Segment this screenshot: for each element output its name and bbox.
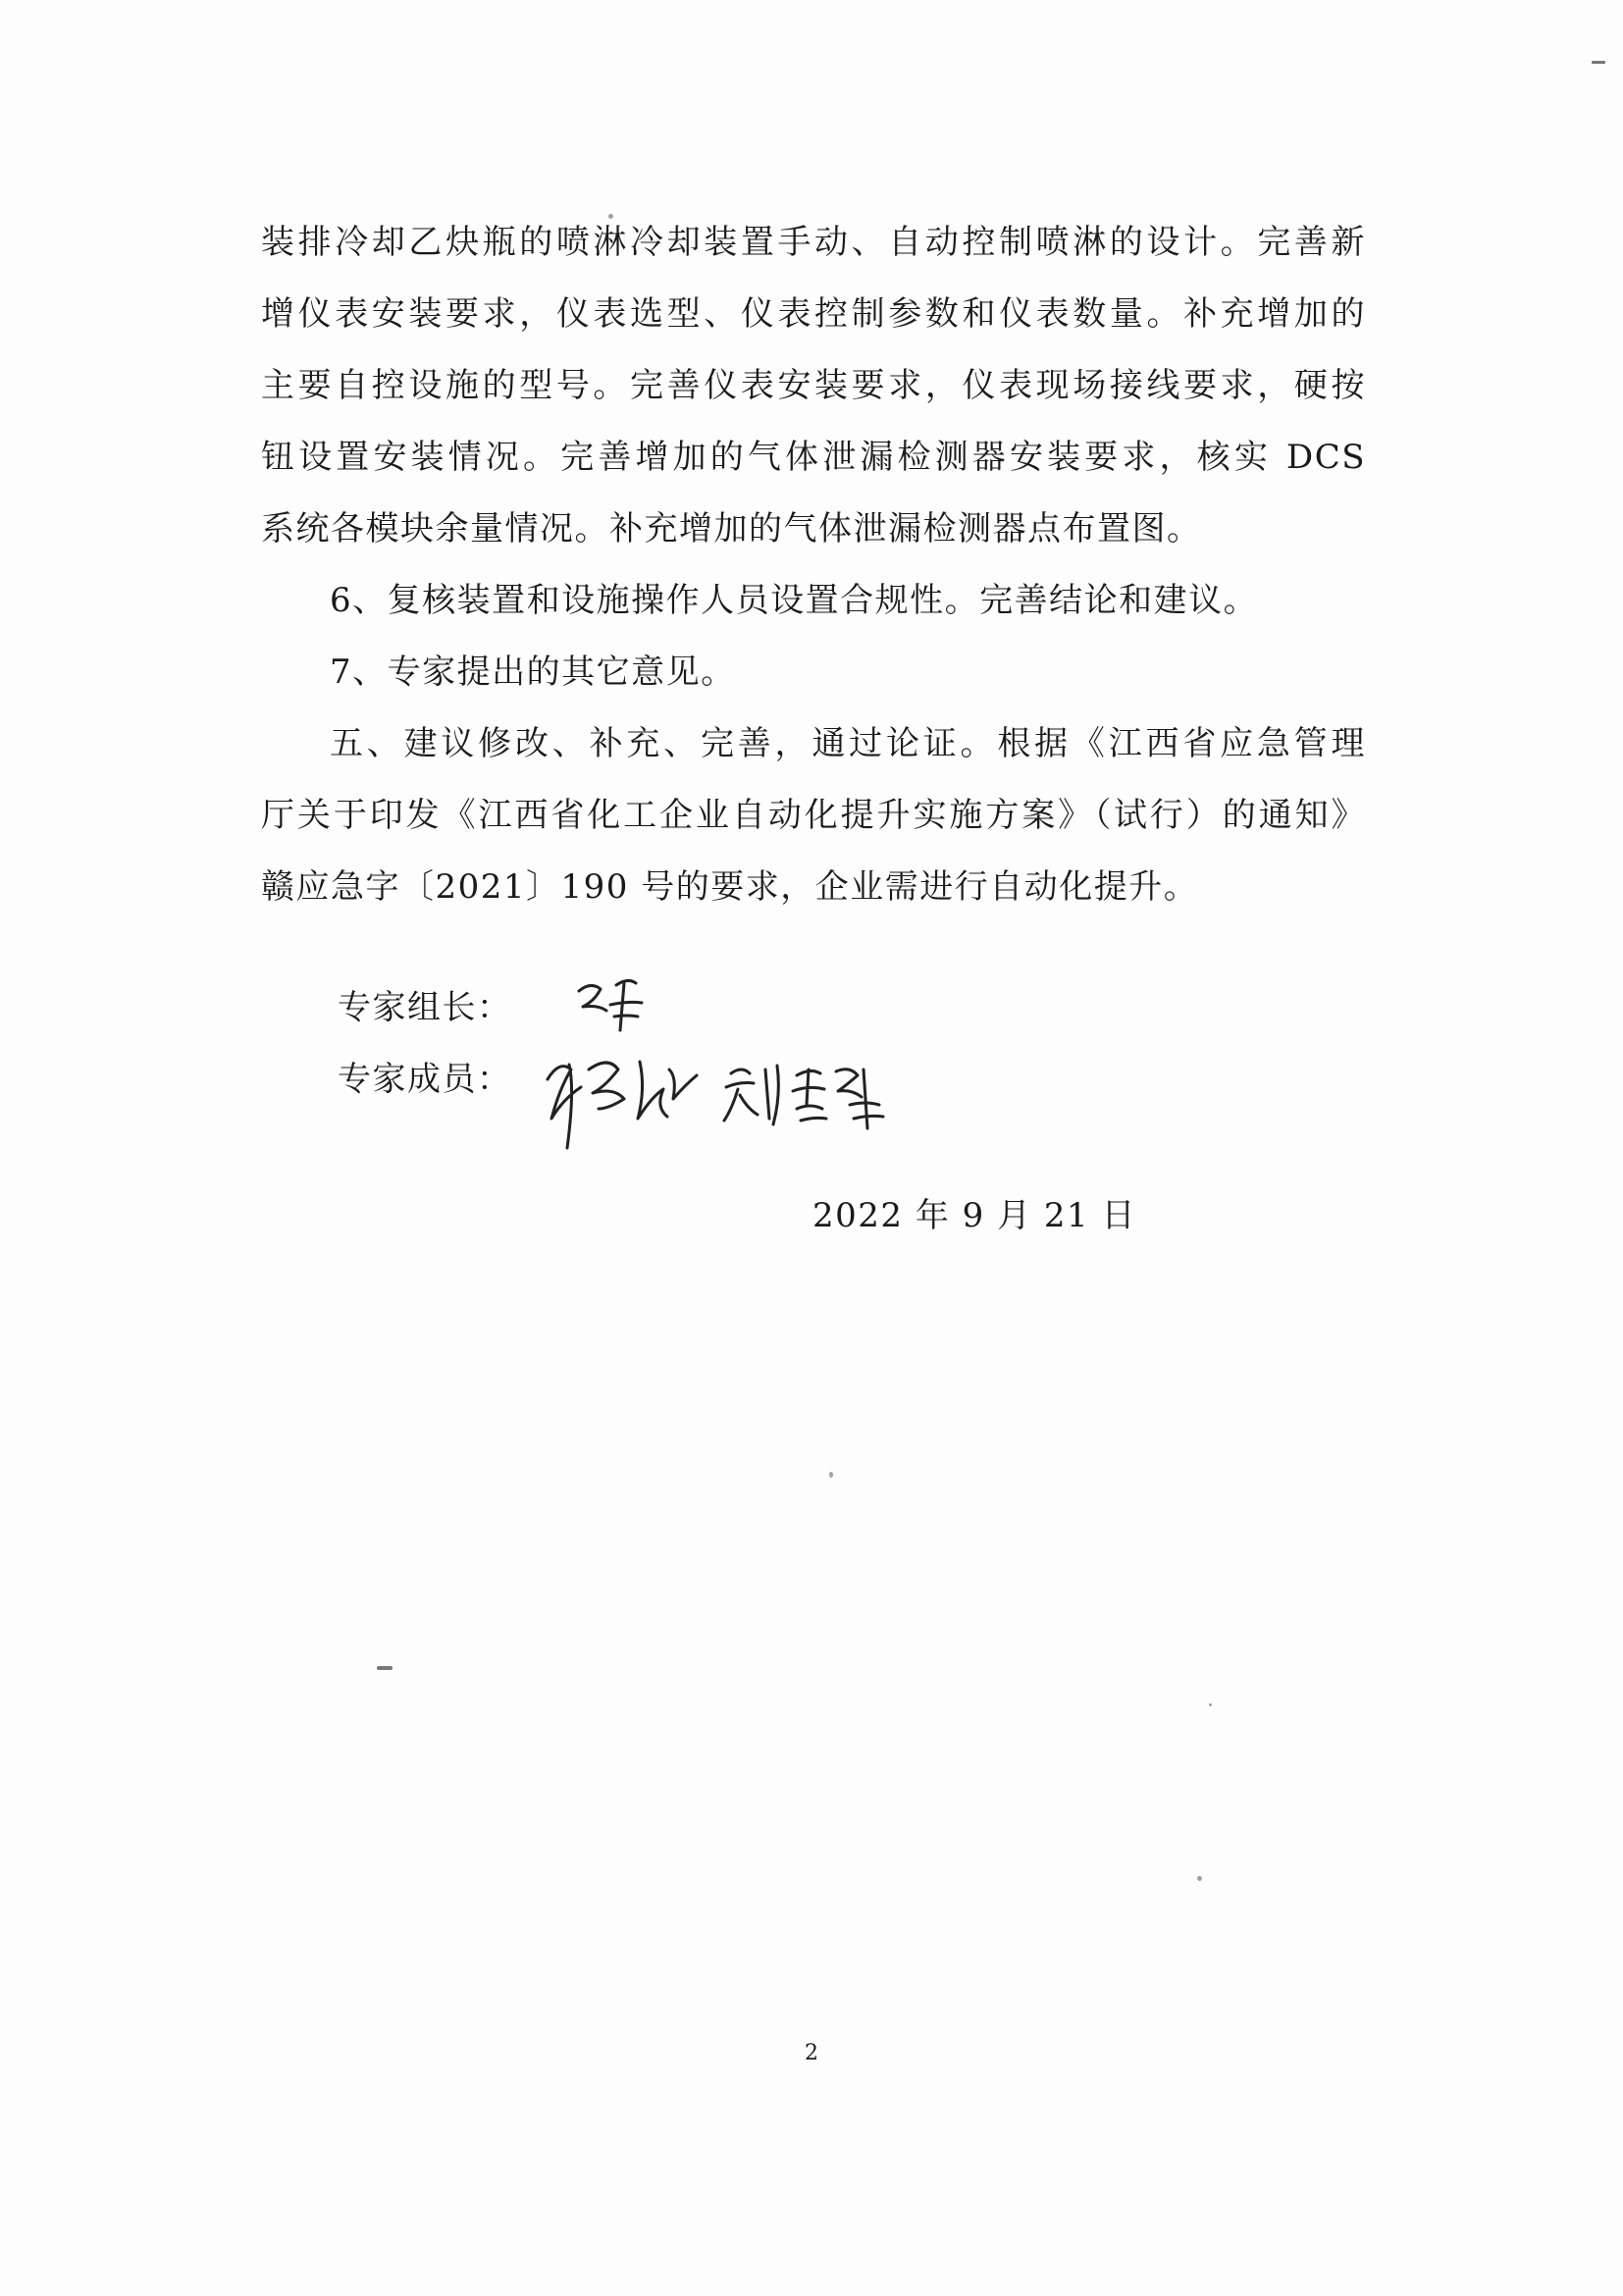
conclusion-line: 厅关于印发《江西省化工企业自动化提升实施方案》（试行）的通知》	[261, 796, 1366, 835]
conclusion-line: 赣应急字〔2021〕190 号的要求，企业需进行自动化提升。	[261, 867, 1199, 907]
member-signature-1	[548, 1062, 697, 1148]
scan-speck	[1197, 1876, 1202, 1881]
list-item-7: 7、专家提出的其它意见。	[330, 652, 736, 692]
paragraph-line: 系统各模块余量情况。补充增加的气体泄漏检测器点布置图。	[261, 509, 1202, 548]
expert-members-label: 专家成员：	[338, 1060, 512, 1099]
scan-speck	[377, 1666, 393, 1670]
signature-date: 2022 年 9 月 21 日	[812, 1196, 1136, 1235]
list-item-6: 6、复核装置和设施操作人员设置合规性。完善结论和建议。	[330, 581, 1259, 620]
page-number: 2	[805, 2041, 818, 2065]
scan-speck	[1592, 61, 1605, 64]
leader-signature	[579, 980, 642, 1030]
paragraph-line: 装排冷却乙炔瓶的喷淋冷却装置手动、自动控制喷淋的设计。完善新	[261, 223, 1366, 262]
scan-speck	[608, 214, 613, 219]
paragraph-line: 钮设置安装情况。完善增加的气体泄漏检测器安装要求，核实 DCS	[261, 438, 1366, 477]
conclusion-line: 五、建议修改、补充、完善，通过论证。根据《江西省应急管理	[330, 724, 1366, 763]
handwritten-signatures	[530, 971, 1021, 1168]
expert-leader-label: 专家组长：	[338, 988, 512, 1027]
paragraph-line: 增仪表安装要求，仪表选型、仪表控制参数和仪表数量。补充增加的	[261, 294, 1366, 334]
member-signature-2	[724, 1066, 883, 1128]
body-text	[261, 224, 1366, 940]
signature-labels	[338, 989, 512, 1132]
paragraph-line: 主要自控设施的型号。完善仪表安装要求，仪表现场接线要求，硬按	[261, 366, 1366, 405]
scan-speck	[829, 1472, 833, 1478]
scan-speck	[1209, 1703, 1212, 1706]
